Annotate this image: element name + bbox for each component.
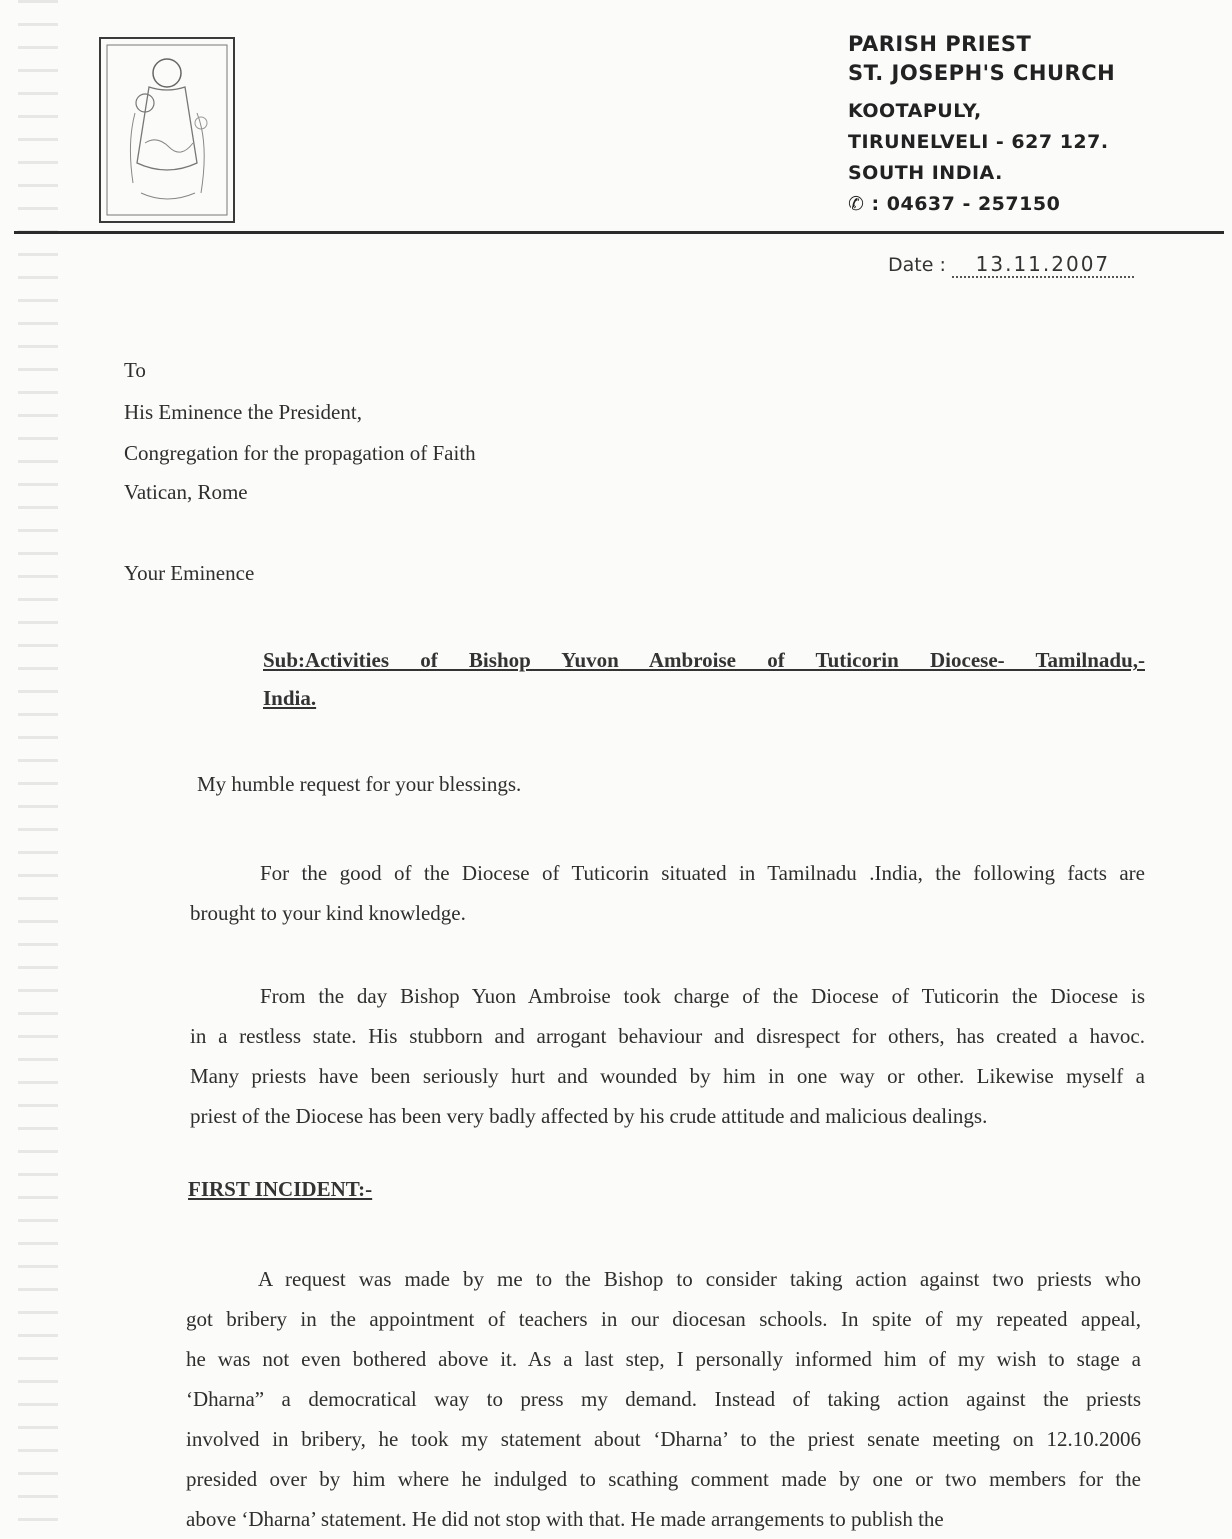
paragraph-line: A request was made by me to the Bishop to consider taking action against two priests who bbox=[258, 1267, 1141, 1291]
paragraph-line: he was not even bothered above it. As a last step, I personally informed him of my wish to stage a bbox=[186, 1347, 1141, 1371]
recipient-line2: Congregation for the propagation of Faith bbox=[124, 441, 476, 465]
paragraph-line: ‘Dharna” a democratical way to press my demand. Instead of taking action against the priests bbox=[186, 1387, 1141, 1411]
date-field bbox=[888, 252, 1134, 278]
paragraph-line: priest of the Diocese has been very badly affected by his crude attitude and malicious dealings. bbox=[190, 1104, 988, 1128]
letterhead-address-line2: TIRUNELVELI - 627 127. bbox=[848, 131, 1109, 153]
first-incident-heading: FIRST INCIDENT:- bbox=[188, 1177, 373, 1201]
subject-line2: India. bbox=[263, 686, 317, 710]
paragraph-line: brought to your kind knowledge. bbox=[190, 901, 466, 925]
saint-joseph-emblem-icon bbox=[105, 43, 229, 217]
paragraph-restless-state bbox=[190, 976, 1145, 1136]
date-value: 13.11.2007 bbox=[952, 252, 1134, 278]
blessing-request: My humble request for your blessings. bbox=[197, 772, 522, 796]
paragraph-line: in a restless state. His stubborn and arrogant behaviour and disrespect for others, has created a havoc. bbox=[190, 1024, 1145, 1048]
salutation: Your Eminence bbox=[124, 561, 255, 585]
recipient-line1: His Eminence the President, bbox=[124, 400, 362, 424]
paragraph-line: For the good of the Diocese of Tuticorin situated in Tamilnadu .India, the following facts are bbox=[260, 861, 1145, 885]
recipient-line3: Vatican, Rome bbox=[124, 480, 248, 504]
paragraph-first-incident bbox=[186, 1259, 1141, 1539]
recipient-to: To bbox=[124, 358, 146, 382]
letterhead-title: PARISH PRIEST bbox=[848, 32, 1032, 56]
letterhead-address-line3: SOUTH INDIA. bbox=[848, 162, 1003, 184]
letterhead-divider bbox=[14, 231, 1224, 234]
paragraph-line: presided over by him where he indulged to scathing comment made by one or two members for the bbox=[186, 1467, 1141, 1491]
paragraph-intro bbox=[190, 853, 1145, 933]
paragraph-line: got bribery in the appointment of teachers in our diocesan schools. In spite of my repeated appeal, bbox=[186, 1307, 1141, 1331]
letterhead bbox=[848, 30, 1115, 220]
paragraph-line: Many priests have been seriously hurt and wounded by him in one way or other. Likewise myself a bbox=[190, 1064, 1145, 1088]
date-label: Date : bbox=[888, 254, 946, 276]
letterhead-address-line1: KOOTAPULY, bbox=[848, 100, 982, 122]
subject-line1: Sub:Activities of Bishop Yuvon Ambroise of Tuticorin Diocese- Tamilnadu,- bbox=[263, 648, 1145, 672]
letterhead-church: ST. JOSEPH'S CHURCH bbox=[848, 61, 1116, 85]
paragraph-line: involved in bribery, he took my statement about ‘Dharna’ to the priest senate meeting on 12.10.2006 bbox=[186, 1427, 1141, 1451]
letterhead-phone: ✆ : 04637 - 257150 bbox=[848, 193, 1061, 215]
paragraph-line: From the day Bishop Yuon Ambroise took charge of the Diocese of Tuticorin the Diocese is bbox=[260, 984, 1145, 1008]
paragraph-line: above ‘Dharna’ statement. He did not stop with that. He made arrangements to publish the bbox=[186, 1507, 944, 1531]
church-emblem-logo bbox=[99, 37, 235, 223]
